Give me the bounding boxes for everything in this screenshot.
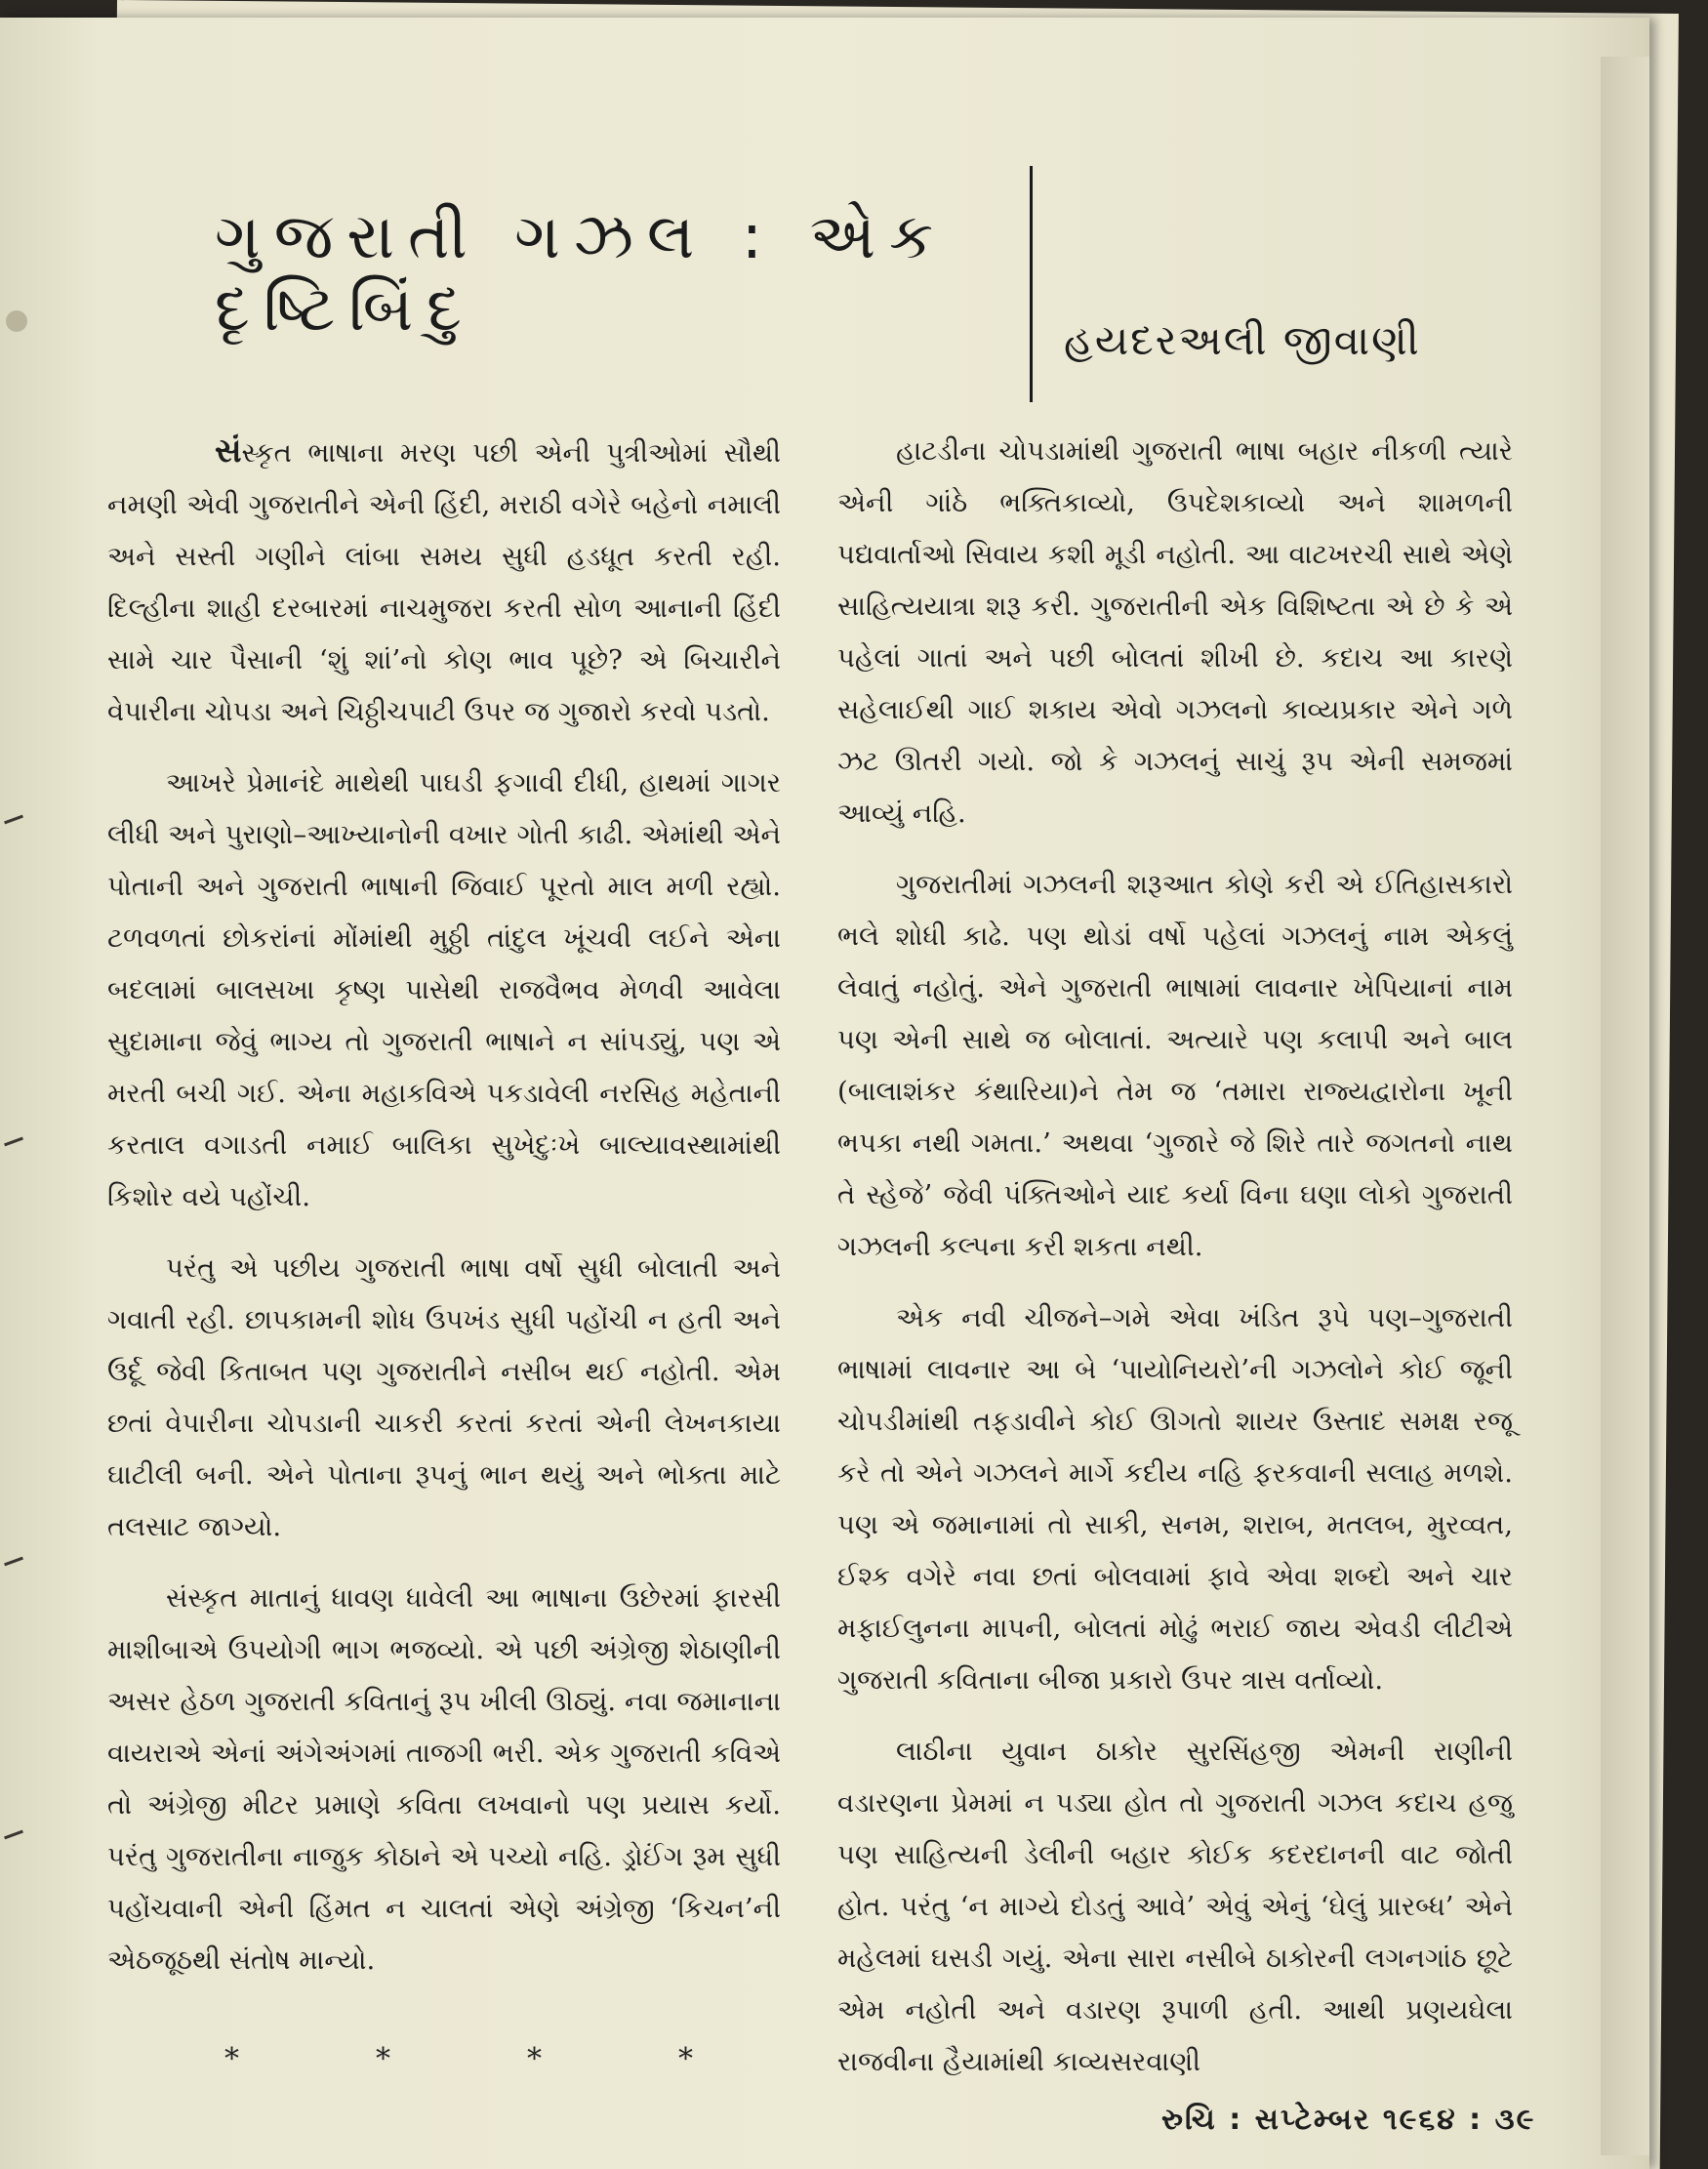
title-divider — [1030, 166, 1033, 402]
paragraph: હાટડીના ચોપડામાંથી ગુજરાતી ભાષા બહાર નીકળી ત્યારે એની ગાંઠે ભક્તિકાવ્યો, ઉપદેશકાવ્યો અને શામળની પદ્યવાર્તાઓ સિવાય કશી મૂડી નહોતી. આ વાટખરચી સાથે એણે સાહિત્યયાત્રા શરૂ કરી. ગુજરાતીની એક વિશિષ્ટતા એ છે કે એ પહેલાં ગાતાં અને પછી બોલતાં શીખી છે. કદાચ આ કારણે સહેલાઈથી ગાઈ શકાય એવો ગઝલનો કાવ્યપ્રકાર એને ગળે ઝટ ઊતરી ગયો. જો કે ગઝલનું સાચું રૂપ એની સમજમાં આવ્યું નહિ. — [837, 435, 1513, 829]
separator-star: * — [678, 2042, 693, 2076]
page-edge-strip — [1601, 57, 1649, 2155]
section-separator — [224, 2042, 693, 2076]
drop-cap: સં — [215, 431, 242, 471]
magazine-page — [0, 18, 1649, 2169]
article-author: હયદરઅલી જીવાણી — [1064, 316, 1421, 364]
binding-mark — [4, 1557, 23, 1567]
left-column — [107, 426, 781, 2006]
paragraph: પરંતુ એ પછીય ગુજરાતી ભાષા વર્ષો સુધી બોલાતી અને ગવાતી રહી. છાપકામની શોધ ઉપખંડ સુધી પહોંચી ન હતી અને ઉર્દૂ જેવી કિતાબત પણ ગુજરાતીને નસીબ થઈ નહોતી. એમ છતાં વેપારીના ચોપડાની ચાકરી કરતાં કરતાં એની લેખનકાયા ઘાટીલી બની. એને પોતાના રૂપનું ભાન થયું અને ભોક્તા માટે તલસાટ જાગ્યો. — [107, 1252, 781, 1542]
paragraph: લાઠીના યુવાન ઠાકોર સુરસિંહજી એમની રાણીની વડારણના પ્રેમમાં ન પડ્યા હોત તો ગુજરાતી ગઝલ કદાચ હજુ પણ સાહિત્યની ડેલીની બહાર કોઈક કદરદાનની વાટ જોતી હોત. પરંતુ ‘ન માગ્યે દોડતું આવે’ એવું એનું ‘ઘેલું પ્રારબ્ધ’ એને મહેલમાં ઘસડી ગયું. એના સારા નસીબે ઠાકોરની લગનગાંઠ છૂટે એમ નહોતી અને વડારણ રૂપાળી હતી. આથી પ્રણયઘેલા રાજવીના હૈયામાંથી કાવ્યસરવાણી — [837, 1736, 1513, 2077]
paragraph-text: સ્કૃત ભાષાના મરણ પછી એની પુત્રીઓમાં સૌથી નમણી એવી ગુજરાતીને એની હિંદી, મરાઠી વગેરે બહેનો નમાલી અને સસ્તી ગણીને લાંબા સમય સુધી હડધૂત કરતી રહી. દિલ્હીના શાહી દરબારમાં નાચમુજરા કરતી સોળ આનાની હિંદી સામે ચાર પૈસાની ‘શું શાં’નો કોણ ભાવ પૂછે? એ બિચારીને વેપારીના ચોપડા અને ચિઠ્ઠીચપાટી ઉપર જ ગુજારો કરવો પડતો. — [107, 437, 781, 727]
paragraph: આખરે પ્રેમાનંદે માથેથી પાઘડી ફગાવી દીધી, હાથમાં ગાગર લીધી અને પુરાણો–આખ્યાનોની વખાર ગોતી કાઢી. એમાંથી એને પોતાની અને ગુજરાતી ભાષાની જિવાઈ પૂરતો માલ મળી રહ્યો. ટળવળતાં છોકરાંનાં મોંમાંથી મુઠ્ઠી તાંદુલ ખૂંચવી લઈને એના બદલામાં બાલસખા કૃષ્ણ પાસેથી રાજવૈભવ મેળવી આવેલા સુદામાના જેવું ભાગ્ય તો ગુજરાતી ભાષાને ન સાંપડ્યું, પણ એ મરતી બચી ગઈ. એના મહાકવિએ પકડાવેલી નરસિહ મહેતાની કરતાલ વગાડતી નમાઈ બાલિકા સુખેદુઃખે બાલ્યાવસ્થામાંથી કિશોર વયે પહોંચી. — [107, 767, 782, 1212]
right-column — [837, 426, 1513, 2108]
page-footer: રુચિ : સપ્ટેમ્બર ૧૯૬૪ : ૩૯ — [1161, 2103, 1536, 2137]
binding-mark — [4, 815, 23, 825]
binding-mark — [4, 1137, 23, 1147]
separator-star: * — [376, 2042, 390, 2076]
binding-mark — [4, 1830, 23, 1840]
binding-hole — [6, 310, 27, 332]
paragraph: એક નવી ચીજને–ગમે એવા ખંડિત રૂપે પણ–ગુજરાતી ભાષામાં લાવનાર આ બે ‘પાયોનિયરો’ની ગઝલોને કોઈ જૂની ચોપડીમાંથી તફડાવીને કોઈ ઊગતો શાયર ઉસ્તાદ સમક્ષ રજૂ કરે તો એને ગઝલને માર્ગે કદીય નહિ ફરકવાની સલાહ મળશે. પણ એ જમાનામાં તો સાકી, સનમ, શરાબ, મતલબ, મુરવ્વત, ઈશ્ક વગેરે નવા છતાં બોલવામાં ફાવે એવા શબ્દો અને ચાર મફાઈલુનના માપની, બોલતાં મોઢું ભરાઈ જાય એવડી લીટીએ ગુજરાતી કવિતાના બીજા પ્રકારો ઉપર ત્રાસ વર્તાવ્યો. — [837, 1302, 1513, 1696]
separator-star: * — [527, 2042, 542, 2076]
paragraph: ગુજરાતીમાં ગઝલની શરૂઆત કોણે કરી એ ઈતિહાસકારો ભલે શોધી કાઢે. પણ થોડાં વર્ષો પહેલાં ગઝલનું નામ એકલું લેવાતું નહોતું. એને ગુજરાતી ભાષામાં લાવનાર ખેપિયાનાં નામ પણ એની સાથે જ બોલાતાં. અત્યારે પણ કલાપી અને બાલ (બાલાશંકર કંથારિયા)ને તેમ જ ‘તમારા રાજ્યદ્વારોના ખૂની ભપકા નથી ગમતા.’ અથવા ‘ગુજારે જે શિરે તારે જગતનો નાથ તે સ્હેજે’ જેવી પંક્તિઓને યાદ કર્યા વિના ઘણા લોકો ગુજરાતી ગઝલની કલ્પના કરી શકતા નથી. — [837, 869, 1513, 1262]
paragraph — [107, 426, 781, 738]
paragraph: સંસ્કૃત માતાનું ધાવણ ધાવેલી આ ભાષાના ઉછેરમાં ફારસી માશીબાએ ઉપયોગી ભાગ ભજવ્યો. એ પછી અંગ્રેજી શેઠાણીની અસર હેઠળ ગુજરાતી કવિતાનું રૂપ ખીલી ઊઠ્યું. નવા જમાનાના વાયરાએ એનાં અંગેઅંગમાં તાજગી ભરી. એક ગુજરાતી કવિએ તો અંગ્રેજી મીટર પ્રમાણે કવિતા લખવાનો પણ પ્રયાસ કર્યો. પરંતુ ગુજરાતીના નાજુક કોઠાને એ પચ્યો નહિ. ડ્રોઈંગ રૂમ સુધી પહોંચવાની એની હિંમત ન ચાલતાં એણે અંગ્રેજી ‘કિચન’ની એઠજૂઠથી સંતોષ માન્યો. — [107, 1582, 781, 1976]
separator-star: * — [224, 2042, 239, 2076]
article-title: ગુજરાતી ગઝલ : એક દૃષ્ટિબિંદુ — [215, 201, 948, 346]
